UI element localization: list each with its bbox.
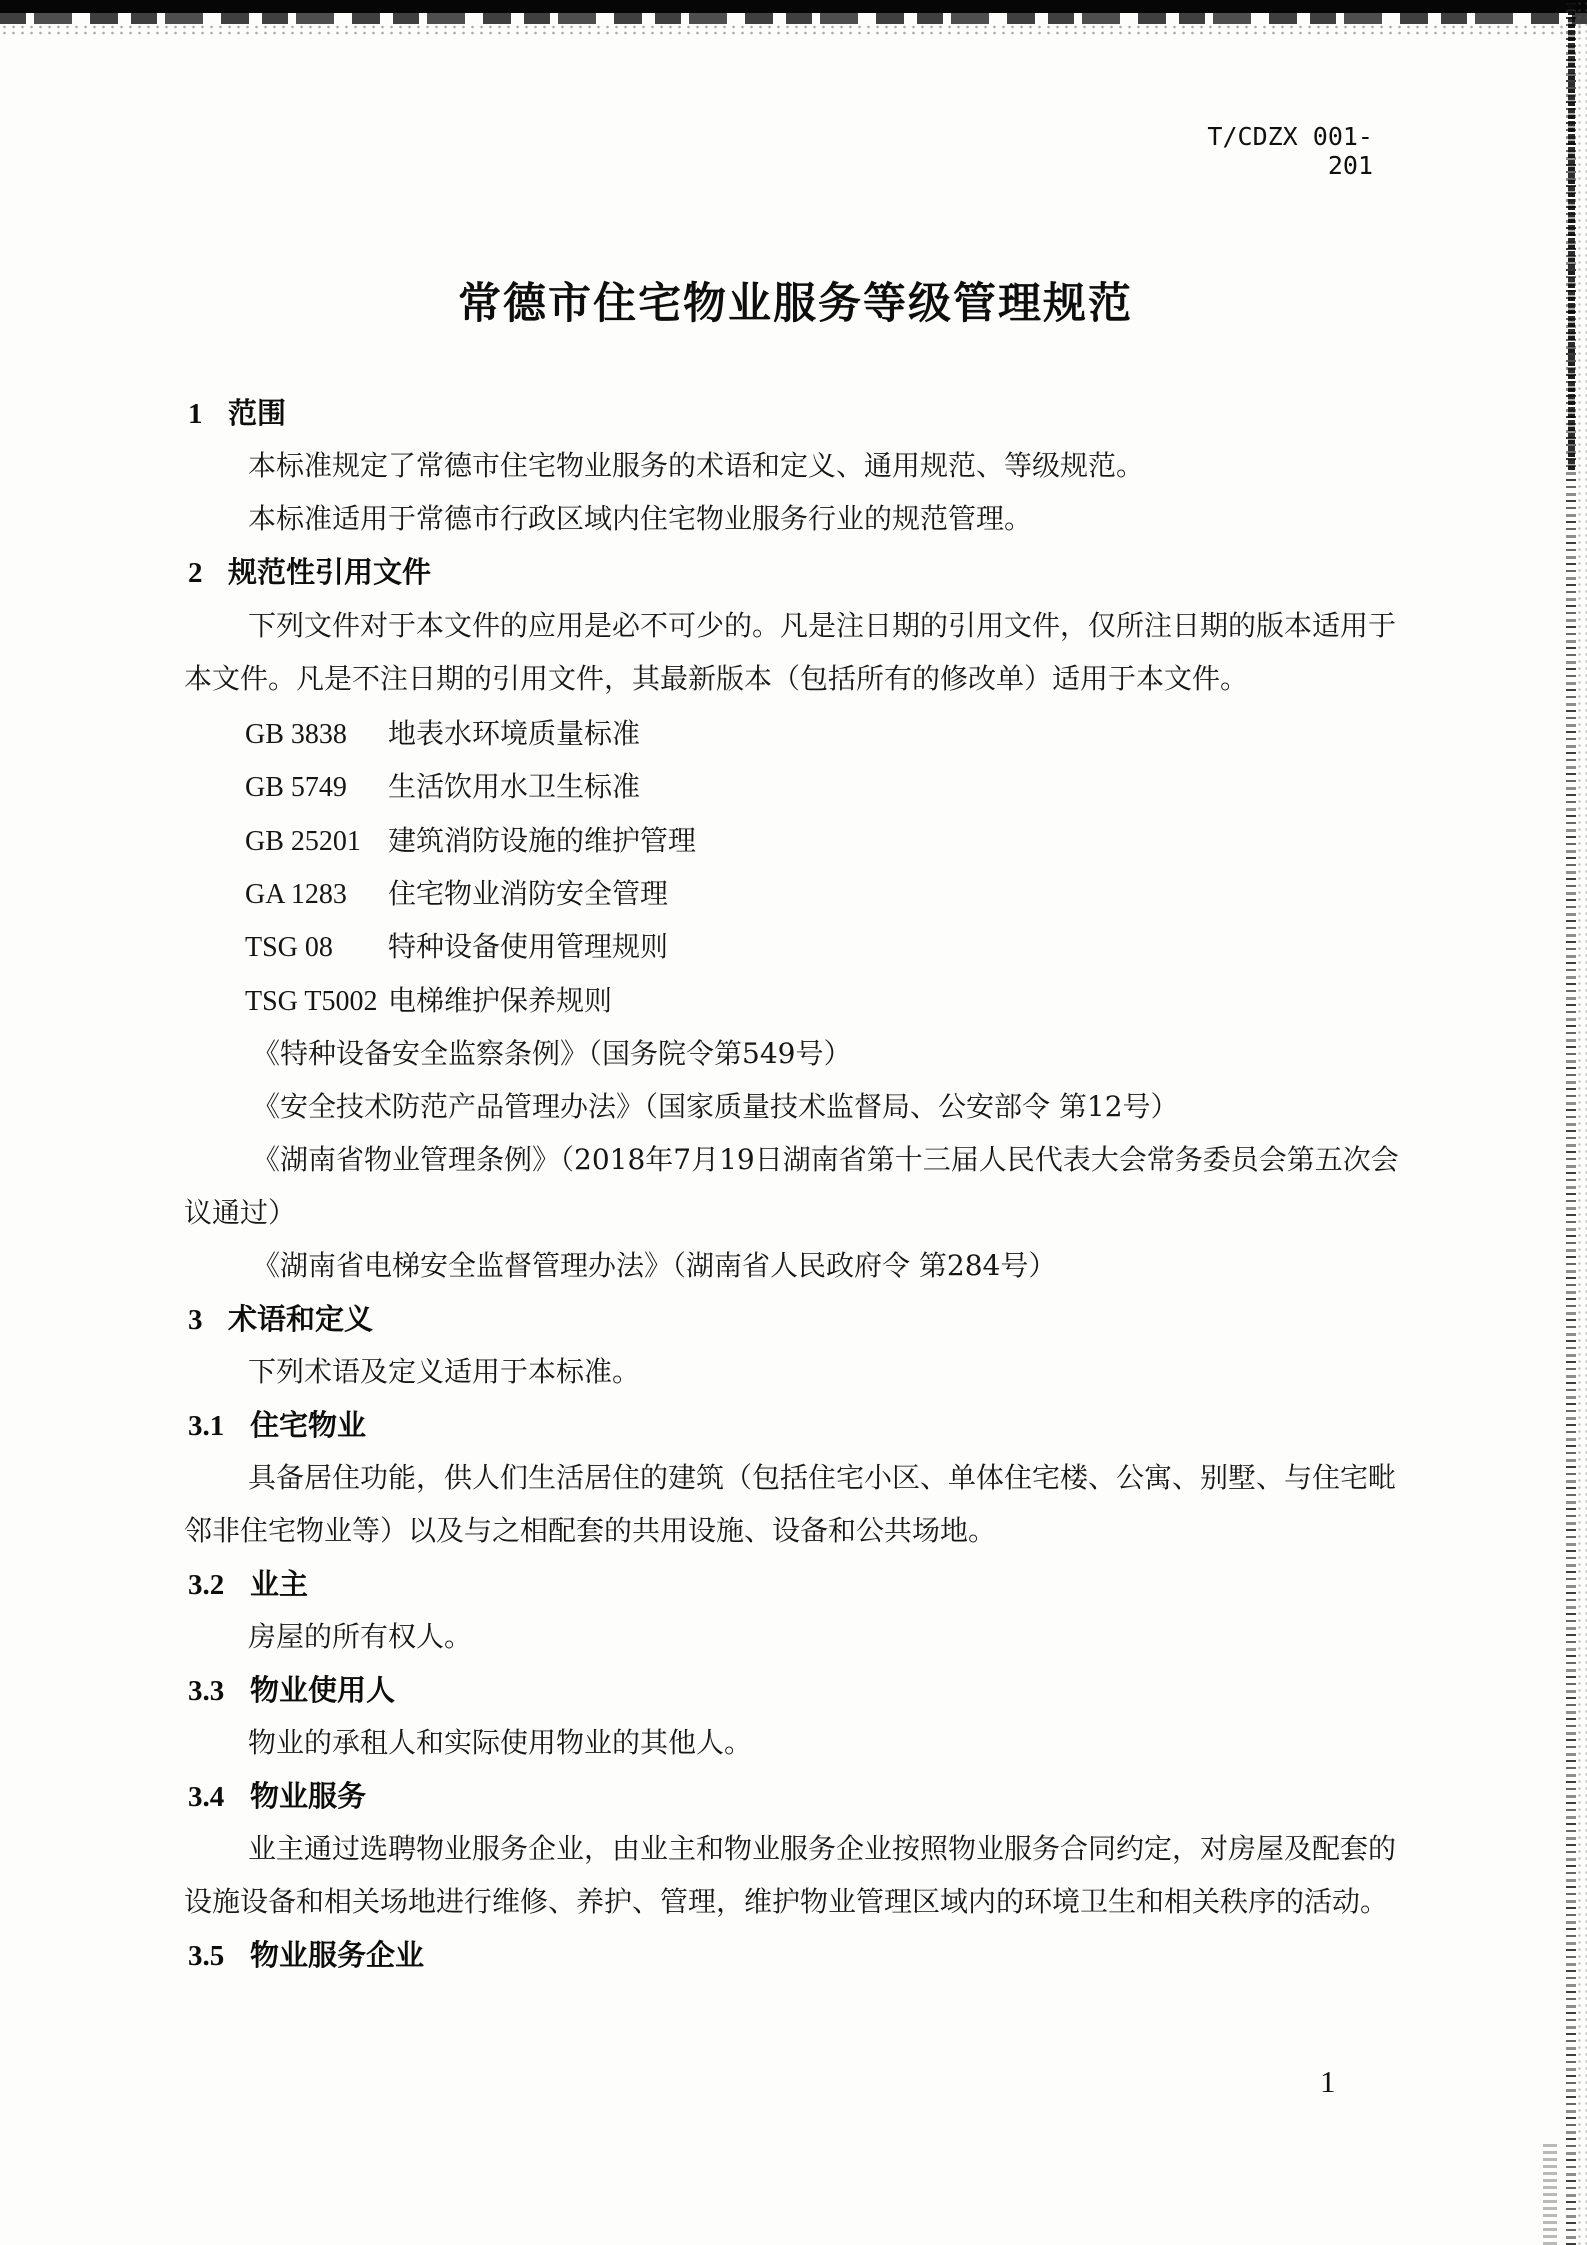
reference-item [245,874,668,915]
term-3-2-definition: 房屋的所有权人。 [248,1620,473,1653]
reference-name: 电梯维护保养规则 [388,984,613,1017]
section-1-title: 范围 [228,396,287,430]
term-3-4-definition-line-1: 业主通过选聘物业服务企业，由业主和物业服务企业按照物业服务合同约定，对房屋及配套的 [248,1832,1397,1865]
regulation-line: 《安全技术防范产品管理办法》（国家质量技术监督局、公安部令 第12号） [252,1090,1179,1123]
regulation-line-continuation: 议通过） [184,1196,297,1229]
reference-item [245,981,612,1022]
term-3-3-heading [188,1670,395,1711]
section-2-title: 规范性引用文件 [228,555,432,589]
reference-item [245,767,640,808]
reference-name: 地表水环境质量标准 [388,717,641,750]
section-3-intro: 下列术语及定义适用于本标准。 [248,1355,641,1388]
term-3-5-heading [188,1935,424,1976]
reference-item [245,927,668,968]
term-number: 3.4 [188,1781,225,1813]
reference-code: GB 25201 [245,826,361,857]
reference-code: TSG T5002 [245,986,378,1017]
term-3-1-definition-line-2: 邻非住宅物业等）以及与之相配套的共用设施、设备和公共场地。 [184,1514,997,1547]
regulation-line: 《湖南省电梯安全监督管理办法》（湖南省人民政府令 第284号） [252,1249,1057,1282]
regulation-line: 《湖南省物业管理条例》（2018年7月19日湖南省第十三届人民代表大会常务委员会第五次会 [252,1143,1399,1176]
term-title: 物业服务 [250,1779,367,1813]
scan-artifact-right-dark-segment [1568,0,1575,470]
document-title: 常德市住宅物业服务等级管理规范 [458,279,1133,329]
scan-artifact-right-bottom-band [1543,2140,1557,2245]
section-2-intro-line-1: 下列文件对于本文件的应用是必不可少的。凡是注日期的引用文件，仅所注日期的版本适用于 [248,609,1397,642]
scan-artifact-top-bar [0,0,1587,13]
term-number: 3.2 [188,1569,225,1601]
term-3-1-heading [188,1405,366,1446]
term-3-4-definition-line-2: 设施设备和相关场地进行维修、养护、管理，维护物业管理区域内的环境卫生和相关秩序的活动。 [184,1885,1389,1918]
reference-item [245,821,696,862]
term-number: 3.1 [188,1410,225,1442]
regulation-line: 《特种设备安全监察条例》（国务院令第549号） [252,1037,852,1070]
scan-artifact-top-ragged-edge [0,13,1587,24]
reference-name: 建筑消防设施的维护管理 [388,824,697,857]
term-3-2-heading [188,1564,308,1605]
section-2-intro-line-2: 本文件。凡是不注日期的引用文件，其最新版本（包括所有的修改单）适用于本文件。 [184,662,1249,695]
reference-name: 生活饮用水卫生标准 [388,770,641,803]
term-3-1-definition-line-1: 具备居住功能，供人们生活居住的建筑（包括住宅小区、单体住宅楼、公寓、别墅、与住宅毗 [248,1461,1397,1494]
term-title: 住宅物业 [250,1408,367,1442]
term-3-4-heading [188,1776,366,1817]
reference-code: GB 5749 [245,772,347,803]
section-2-number: 2 [188,557,203,589]
term-number: 3.3 [188,1675,225,1707]
section-2-heading [188,552,431,593]
term-title: 业主 [250,1567,309,1601]
reference-item [245,714,640,755]
section-3-number: 3 [188,1304,203,1336]
section-1-number: 1 [188,398,203,430]
reference-name: 特种设备使用管理规则 [388,930,669,963]
standard-code: T/CDZX 001-201 [1207,122,1373,180]
section-1-paragraph-1: 本标准规定了常德市住宅物业服务的术语和定义、通用规范、等级规范。 [248,449,1145,482]
term-title: 物业使用人 [250,1673,396,1707]
term-title: 物业服务企业 [250,1938,425,1972]
scan-artifact-top-speckle [0,24,1587,36]
term-number: 3.5 [188,1940,225,1972]
page-number: 1 [1320,2064,1336,2099]
reference-code: GB 3838 [245,719,347,750]
section-3-heading [188,1299,373,1340]
section-3-title: 术语和定义 [228,1302,374,1336]
section-1-paragraph-2: 本标准适用于常德市行政区域内住宅物业服务行业的规范管理。 [248,502,1033,535]
reference-name: 住宅物业消防安全管理 [388,877,669,910]
scan-artifact-right-speckle [1576,0,1587,2245]
term-3-3-definition: 物业的承租人和实际使用物业的其他人。 [248,1726,753,1759]
section-1-heading [188,393,286,434]
reference-code: TSG 08 [245,932,333,963]
reference-code: GA 1283 [245,879,347,910]
